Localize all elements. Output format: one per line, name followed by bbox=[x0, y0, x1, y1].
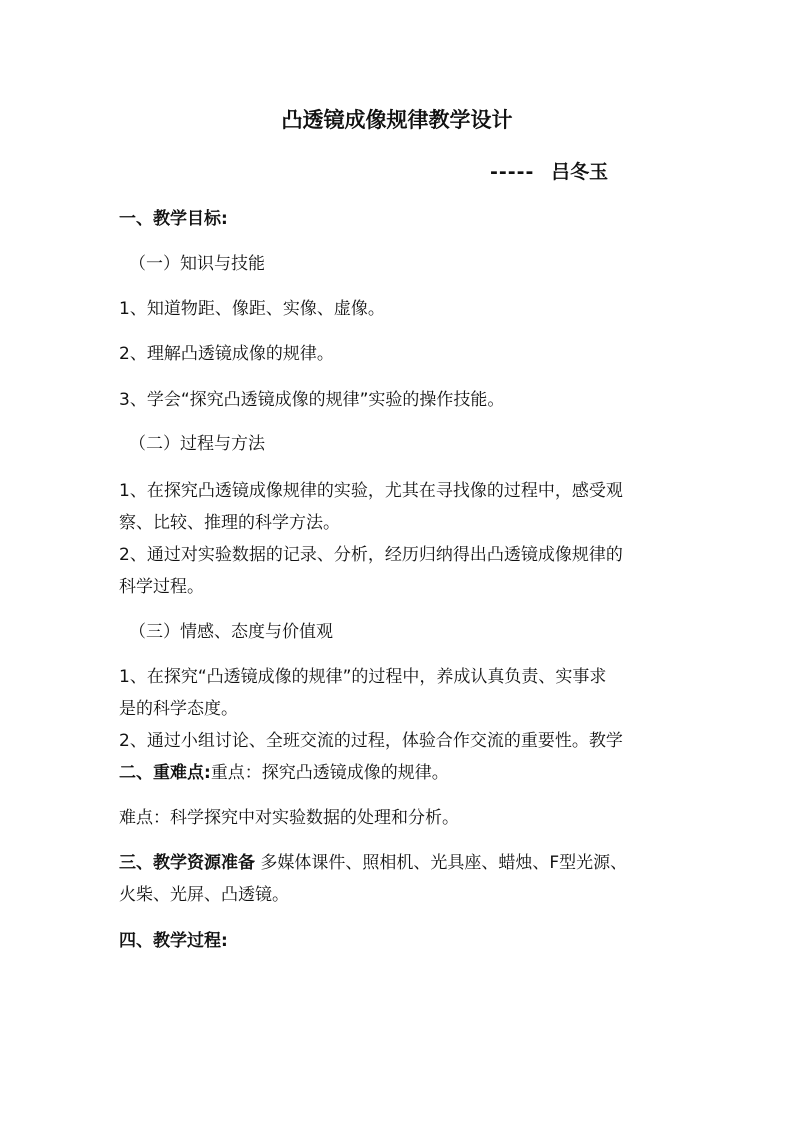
subsection-attitude: （三）情感、态度与价值观 bbox=[129, 622, 333, 642]
attitude-item-2-line-1: 2、通过小组讨论、全班交流的过程，体验合作交流的重要性。教学 bbox=[119, 731, 623, 751]
attitude-item-1-line-2: 是的科学态度。 bbox=[119, 699, 238, 719]
author-name: 吕冬玉 bbox=[551, 161, 609, 183]
subsection-knowledge: （一）知识与技能 bbox=[129, 254, 265, 274]
resources-line-1 bbox=[119, 852, 679, 874]
knowledge-item-3: 3、学会“探究凸透镜成像的规律”实验的操作技能。 bbox=[119, 390, 505, 410]
author-dash: ----- bbox=[490, 161, 535, 183]
key-points-line bbox=[119, 762, 679, 784]
difficulty-line: 难点：科学探究中对实验数据的处理和分析。 bbox=[119, 808, 459, 828]
document-title: 凸透镜成像规律教学设计 bbox=[281, 108, 513, 132]
section-heading-goals: 一、教学目标: bbox=[119, 209, 228, 229]
resources-line-2: 火柴、光屏、凸透镜。 bbox=[119, 885, 289, 905]
process-item-2-line-1: 2、通过对实验数据的记录、分析，经历归纳得出凸透镜成像规律的 bbox=[119, 545, 623, 565]
process-item-1-line-2: 察、比较、推理的科学方法。 bbox=[119, 513, 340, 533]
author-line bbox=[490, 159, 608, 185]
attitude-item-1-line-1: 1、在探究“凸透镜成像的规律”的过程中，养成认真负责、实事求 bbox=[119, 667, 607, 687]
subsection-process-method: （二）过程与方法 bbox=[129, 434, 265, 454]
section-heading-process: 四、教学过程: bbox=[119, 931, 228, 951]
section-heading-resources: 三、教学资源准备 bbox=[119, 853, 255, 873]
key-point-text: 重点：探究凸透镜成像的规律。 bbox=[210, 763, 449, 783]
knowledge-item-2: 2、理解凸透镜成像的规律。 bbox=[119, 344, 334, 364]
process-item-1-line-1: 1、在探究凸透镜成像规律的实验，尤其在寻找像的过程中，感受观 bbox=[119, 481, 623, 501]
resources-text: 多媒体课件、照相机、光具座、蜡烛、F型光源、 bbox=[260, 853, 628, 873]
process-item-2-line-2: 科学过程。 bbox=[119, 577, 204, 597]
knowledge-item-1: 1、知道物距、像距、实像、虚像。 bbox=[119, 299, 385, 319]
section-heading-key: 二、重难点: bbox=[119, 763, 211, 783]
